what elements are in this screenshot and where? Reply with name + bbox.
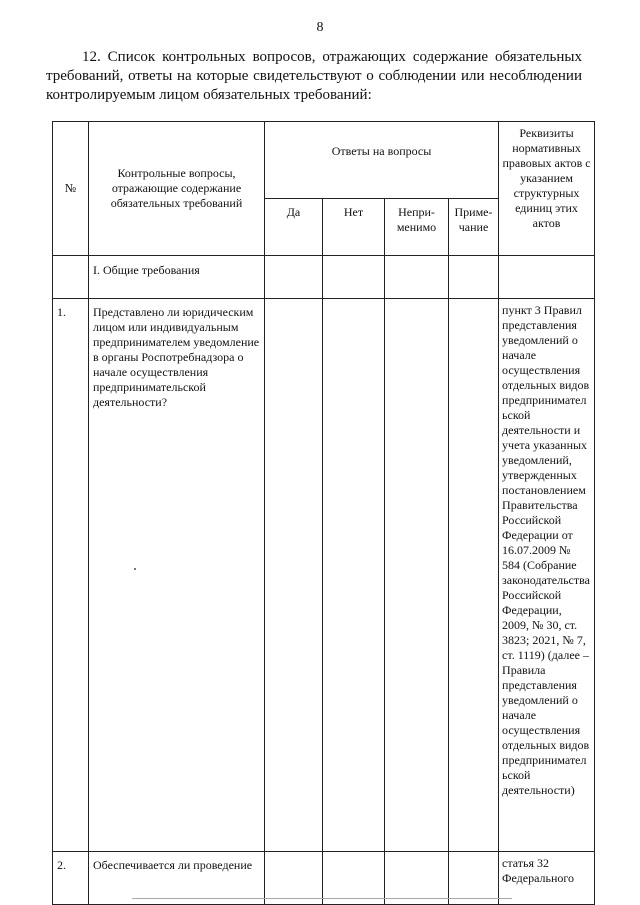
answer-cell xyxy=(449,256,499,299)
header-requisites: Реквизиты нормативных правовых актов с указанием структурных единиц этих актов xyxy=(499,122,595,256)
row-reference: статья 32 Федерального xyxy=(499,852,595,905)
row-num: 2. xyxy=(53,852,89,905)
table-header-row xyxy=(53,122,595,199)
row-question: Представлено ли юридическим лицом или индивидуальным предпринимателем уведомление в органы Роспотребнадзора о начале осуществления предпринимательской деятельности? xyxy=(89,299,265,852)
answer-cell xyxy=(323,256,385,299)
header-answers: Ответы на вопросы xyxy=(265,122,499,199)
header-answer-note: Приме-чание xyxy=(449,199,499,256)
answer-na-cell xyxy=(385,852,449,905)
answer-cell xyxy=(385,256,449,299)
answer-cell xyxy=(265,256,323,299)
scan-bottom-edge xyxy=(132,898,512,899)
scan-speck xyxy=(134,568,136,570)
page-number: 8 xyxy=(316,20,324,35)
header-answer-yes: Да xyxy=(265,199,323,256)
answer-note-cell xyxy=(449,852,499,905)
table-row xyxy=(53,299,595,852)
reference-cell xyxy=(499,256,595,299)
table-row xyxy=(53,852,595,905)
control-questions-table xyxy=(52,121,595,905)
section-title: I. Общие требования xyxy=(89,256,265,299)
answer-na-cell xyxy=(385,299,449,852)
answer-no-cell xyxy=(323,852,385,905)
answer-yes-cell xyxy=(265,852,323,905)
header-questions: Контрольные вопросы, отражающие содержание обязательных требований xyxy=(89,122,265,256)
header-answer-no: Нет xyxy=(323,199,385,256)
section-num-cell xyxy=(53,256,89,299)
answer-yes-cell xyxy=(265,299,323,852)
row-num: 1. xyxy=(53,299,89,852)
answer-note-cell xyxy=(449,299,499,852)
section-row xyxy=(53,256,595,299)
header-num: № xyxy=(53,122,89,256)
header-answer-not-applicable: Непри-менимо xyxy=(385,199,449,256)
row-question: Обеспечивается ли проведение xyxy=(89,852,265,905)
answer-no-cell xyxy=(323,299,385,852)
intro-paragraph: 12. Список контрольных вопросов, отражающих содержание обязательных требований, ответы на которые свидетельствуют о соблюдении или несоблюдении контролируемым лицом обязательных требований: xyxy=(46,49,582,103)
row-reference: пункт 3 Правил представления уведомлений о начале осуществления отдельных видов предпринимательской деятельности и учета указанных уведомлений, утвержденных постановлением Правительства Российской Федерации от 16.07.2009 № 584 (Собрание законодательства Российской Федерации, 2009, № 30, ст. 3823; 2021, № 7, ст. 1119) (далее – Правила представления уведомлений о начале осуществления отдельных видов предпринимательской деятельности) xyxy=(499,299,595,852)
